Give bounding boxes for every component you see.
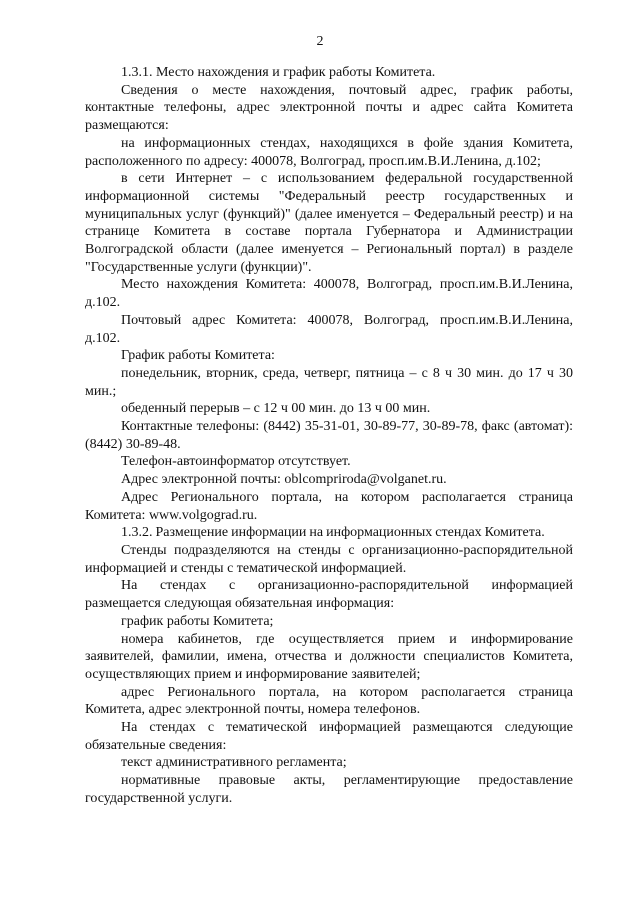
paragraph: понедельник, вторник, среда, четверг, пятница – с 8 ч 30 мин. до 17 ч 30 мин.; (85, 365, 573, 399)
paragraph: текст административного регламента; (121, 755, 347, 771)
page-number: 2 (316, 34, 324, 49)
section-heading-1-3-1: 1.3.1. Место нахождения и график работы Комитета. (121, 65, 436, 80)
paragraph: номера кабинетов, где осуществляется прием и информирование заявителей, фамилии, имена, отчества и должности специалистов Комитета, осуществляющих прием и информирование заявителей; (85, 631, 573, 682)
paragraph: Почтовый адрес Комитета: 400078, Волгоград, просп.им.В.И.Ленина, д.102. (85, 312, 573, 346)
paragraph: адрес Регионального портала, на котором располагается страница Комитета, адрес электронной почты, номера телефонов. (85, 684, 573, 718)
paragraph: Телефон-автоинформатор отсутствует. (121, 454, 351, 470)
paragraph: Адрес Регионального портала, на котором располагается страница Комитета: www.volgograd.ru. (85, 489, 573, 523)
paragraph: обеденный перерыв – с 12 ч 00 мин. до 13 ч 00 мин. (121, 401, 431, 417)
paragraph: Стенды подразделяются на стенды с организационно-распорядительной информацией и стенды с тематической информацией. (85, 542, 573, 576)
paragraph: в сети Интернет – с использованием федеральной государственной информационной системы "Федеральный реестр государственных и муниципальных услуг (функций)" (далее именуется – Федеральный реестр) и на странице Комитета в составе портала Губернатора и Администрации Волгоградской области (далее именуется – Региональный портал) в разделе "Государственные услуги (функции)". (85, 171, 573, 275)
paragraph: график работы Комитета; (121, 613, 274, 629)
paragraph: нормативные правовые акты, регламентирующие предоставление государственной услуги. (85, 773, 573, 806)
paragraph: Сведения о месте нахождения, почтовый адрес, график работы, контактные телефоны, адрес электронной почты и адрес сайта Комитета размещаются: (85, 82, 573, 134)
paragraph: На стендах с организационно-распорядительной информацией размещается следующая обязательная информация: (85, 578, 573, 612)
paragraph: на информационных стендах, находящихся в фойе здания Комитета, расположенного по адресу: 400078, Волгоград, просп.им.В.И.Ленина, д.102; (85, 135, 573, 169)
paragraph: Контактные телефоны: (8442) 35-31-01, 30-89-77, 30-89-78, факс (автомат): (8442) 30-89-48. (85, 419, 573, 452)
section-heading-1-3-2: 1.3.2. Размещение информации на информационных стендах Комитета. (121, 525, 545, 541)
paragraph: Место нахождения Комитета: 400078, Волгоград, просп.им.В.И.Ленина, д.102. (85, 277, 573, 311)
document-body (85, 64, 573, 808)
paragraph: На стендах с тематической информацией размещаются следующие обязательные сведения: (85, 720, 573, 753)
paragraph: Адрес электронной почты: oblcompriroda@volganet.ru. (121, 472, 447, 488)
paragraph: График работы Комитета: (121, 348, 275, 364)
